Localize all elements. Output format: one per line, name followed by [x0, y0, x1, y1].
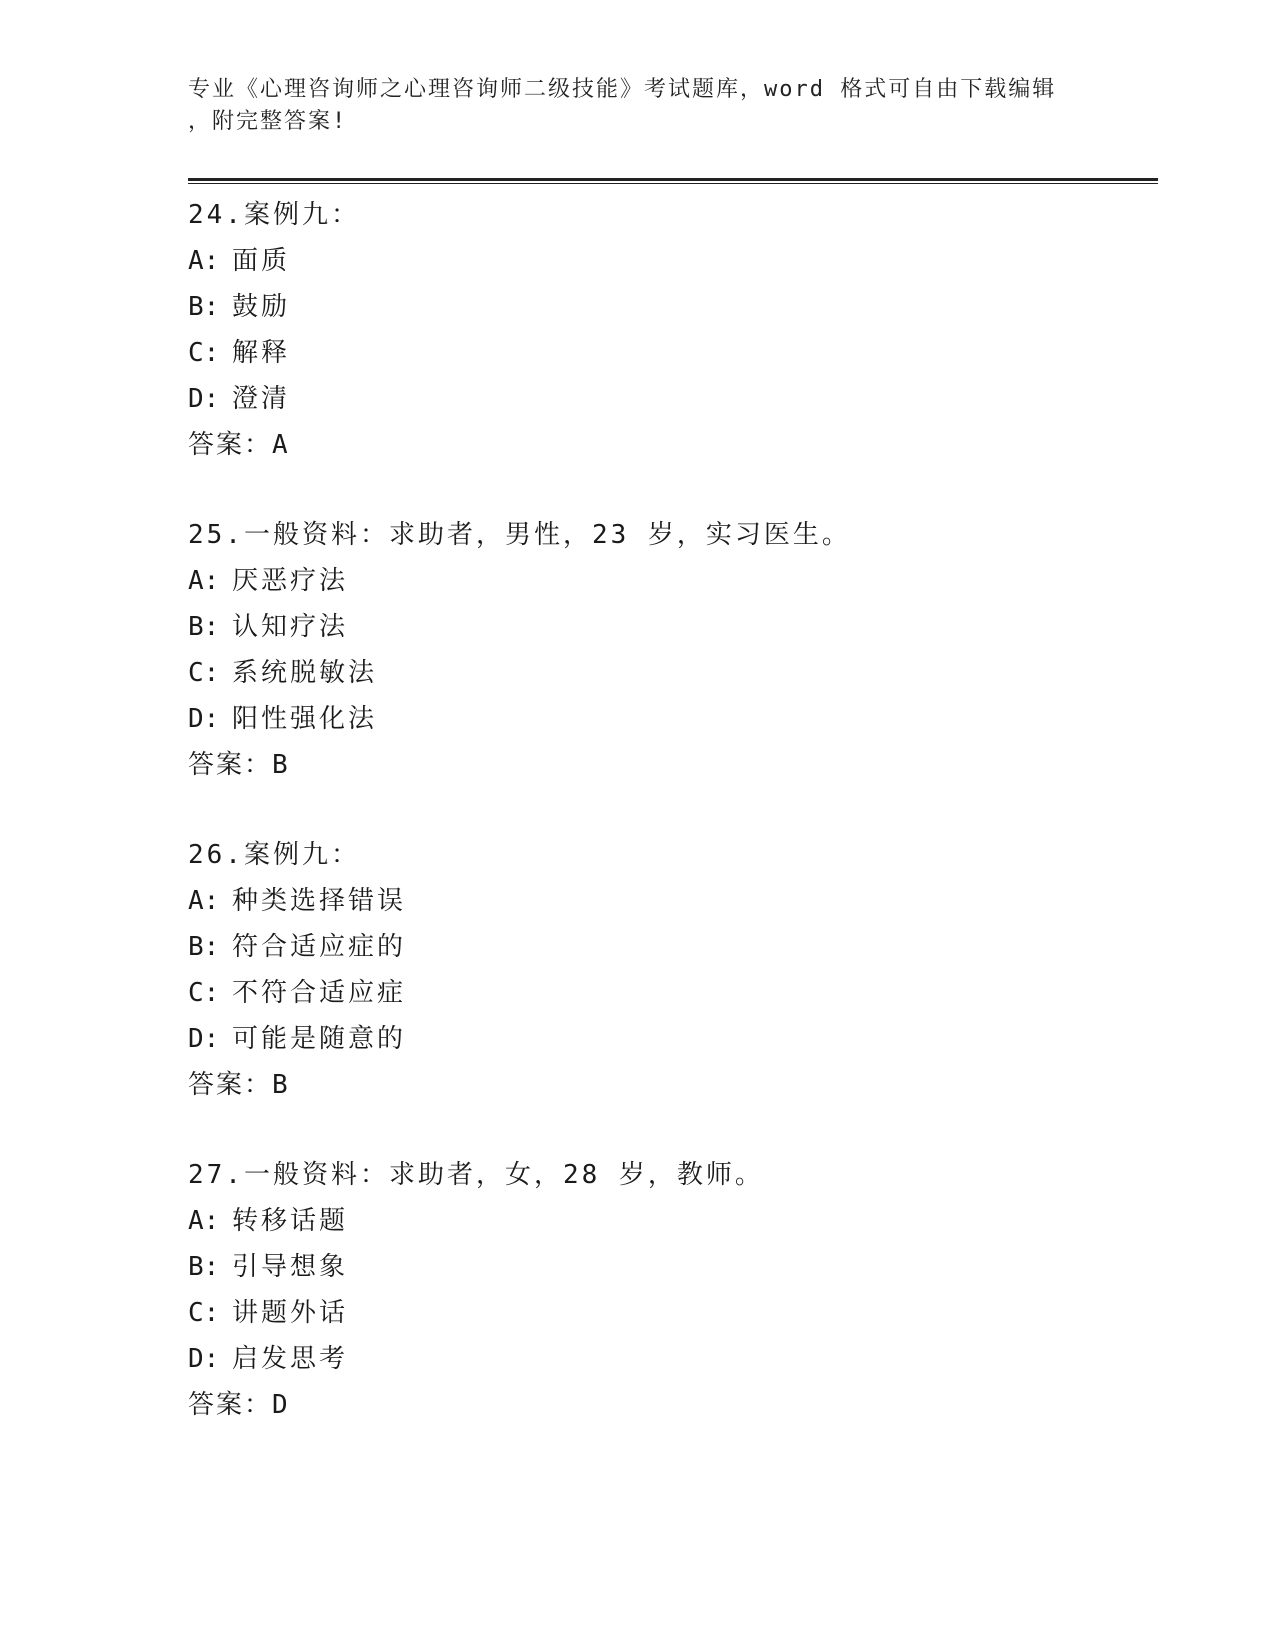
option-text: 澄清: [232, 384, 291, 414]
option-text: 可能是随意的: [232, 1024, 407, 1054]
option-d: [188, 696, 1148, 742]
question-25: [188, 512, 1148, 788]
option-d: [188, 1336, 1148, 1382]
option-text: 鼓励: [232, 292, 291, 322]
option-c: [188, 330, 1148, 376]
question-24: [188, 192, 1148, 468]
option-a: [188, 558, 1148, 604]
header-line-2: ，附完整答案!: [188, 109, 348, 134]
option-letter: D:: [188, 384, 220, 414]
question-title: 27.一般资料：求助者，女，28 岁，教师。: [188, 1160, 764, 1190]
answer-label: 答案：A: [188, 430, 290, 460]
option-text: 阳性强化法: [232, 704, 378, 734]
option-letter: D:: [188, 1344, 220, 1374]
question-title: 25.一般资料：求助者，男性，23 岁，实习医生。: [188, 520, 851, 550]
option-a: [188, 238, 1148, 284]
question-title: 24.案例九：: [188, 200, 360, 230]
option-b: [188, 924, 1148, 970]
option-b: [188, 1244, 1148, 1290]
option-letter: B:: [188, 932, 220, 962]
option-text: 面质: [232, 246, 291, 276]
option-letter: A:: [188, 566, 220, 596]
option-letter: C:: [188, 338, 220, 368]
option-text: 符合适应症的: [232, 932, 407, 962]
option-text: 讲题外话: [232, 1298, 349, 1328]
question-27: [188, 1152, 1148, 1428]
option-text: 引导想象: [232, 1252, 349, 1282]
question-title: 26.案例九：: [188, 840, 360, 870]
option-text: 解释: [232, 338, 291, 368]
option-c: [188, 650, 1148, 696]
option-text: 厌恶疗法: [232, 566, 349, 596]
question-list: [188, 192, 1148, 1472]
answer-label: 答案：B: [188, 750, 290, 780]
document-header: [188, 74, 1088, 138]
option-letter: B:: [188, 1252, 220, 1282]
option-letter: A:: [188, 246, 220, 276]
header-rule-thick: [188, 178, 1158, 181]
option-d: [188, 376, 1148, 422]
option-letter: A:: [188, 1206, 220, 1236]
option-text: 种类选择错误: [232, 886, 407, 916]
option-c: [188, 1290, 1148, 1336]
header-line-1: 专业《心理咨询师之心理咨询师二级技能》考试题库，word 格式可自由下载编辑: [188, 77, 1057, 102]
option-letter: A:: [188, 886, 220, 916]
option-text: 不符合适应症: [232, 978, 407, 1008]
option-letter: C:: [188, 978, 220, 1008]
option-text: 启发思考: [232, 1344, 349, 1374]
option-b: [188, 604, 1148, 650]
option-d: [188, 1016, 1148, 1062]
option-letter: C:: [188, 1298, 220, 1328]
option-a: [188, 1198, 1148, 1244]
option-text: 认知疗法: [232, 612, 349, 642]
header-rule-thin: [188, 183, 1158, 184]
option-letter: B:: [188, 292, 220, 322]
option-text: 系统脱敏法: [232, 658, 378, 688]
answer-label: 答案：B: [188, 1070, 290, 1100]
option-letter: B:: [188, 612, 220, 642]
option-a: [188, 878, 1148, 924]
option-c: [188, 970, 1148, 1016]
option-letter: C:: [188, 658, 220, 688]
option-b: [188, 284, 1148, 330]
option-text: 转移话题: [232, 1206, 349, 1236]
answer-label: 答案：D: [188, 1390, 290, 1420]
question-26: [188, 832, 1148, 1108]
option-letter: D:: [188, 704, 220, 734]
option-letter: D:: [188, 1024, 220, 1054]
